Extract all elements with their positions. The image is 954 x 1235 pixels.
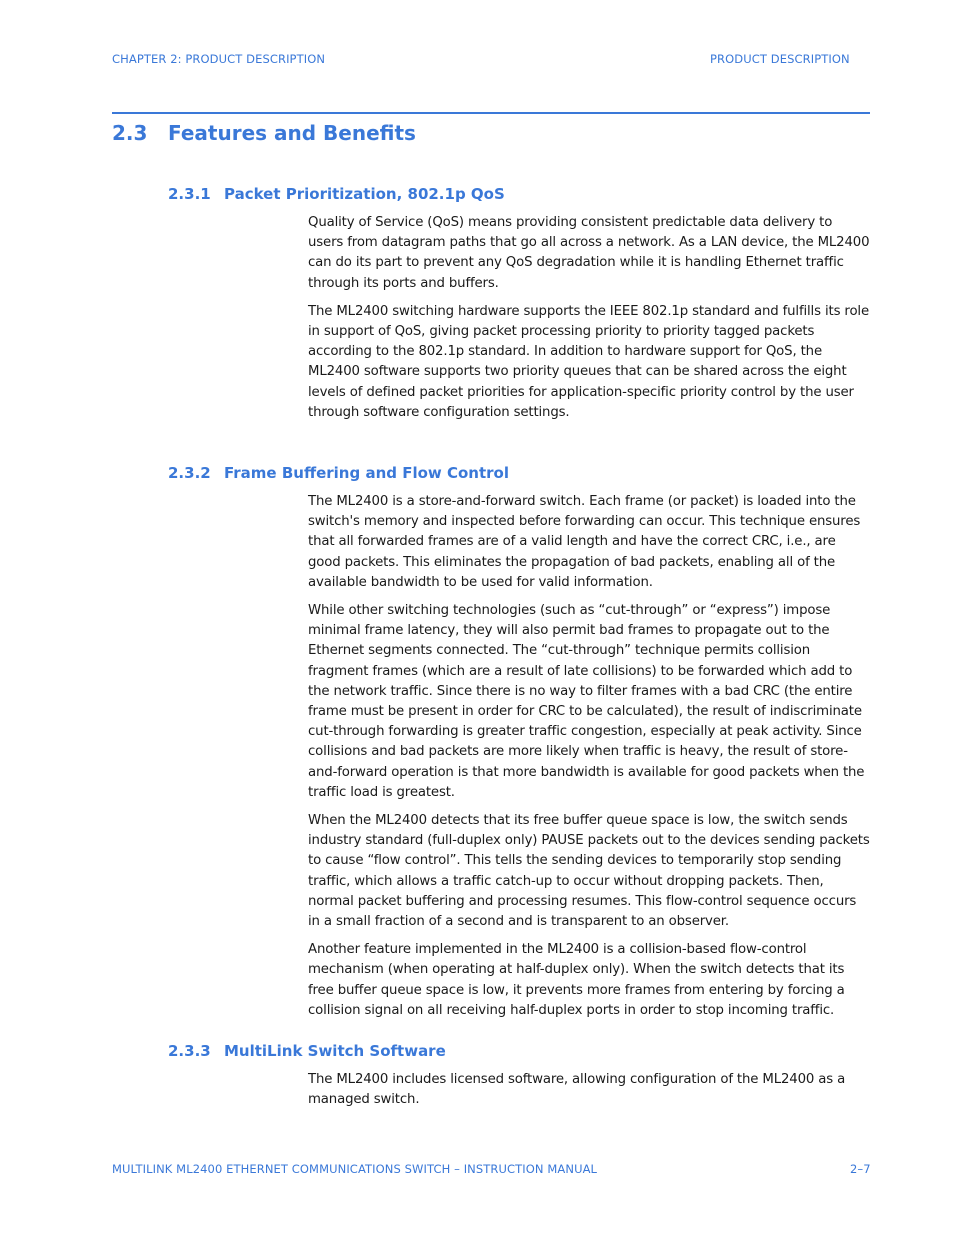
subsection-number: 2.3.3: [168, 1042, 211, 1060]
running-header-section: PRODUCT DESCRIPTION: [710, 52, 850, 66]
subsection-title: MultiLink Switch Software: [224, 1042, 446, 1060]
section-number: 2.3: [112, 121, 148, 145]
paragraph: While other switching technologies (such as “cut-through” or “express”) impose minimal frame latency, they will also permit bad frames to propagate out to the Ethernet segments connected. The “cut-through” technique permits collision fragment frames (which are a result of late collisions) to be forwarded which add to the network traffic. Since there is no way to filter frames with a bad CRC (the entire frame must be present in order for CRC to be calculated), the result of indiscriminate cut-through forwarding is greater traffic congestion, especially at peak activity. Since collisions and bad packets are more likely when traffic is heavy, the result of store-and-forward operation is that more bandwidth is available for good packets when the traffic load is greatest.: [308, 603, 865, 800]
running-footer-title: MULTILINK ML2400 ETHERNET COMMUNICATIONS SWITCH – INSTRUCTION MANUAL: [112, 1162, 598, 1176]
subsection-body-buffering: [308, 492, 870, 1029]
subsection-heading-buffering: [168, 464, 509, 482]
subsection-heading-qos: [168, 185, 505, 203]
subsection-body-qos: [308, 213, 870, 431]
paragraph: The ML2400 includes licensed software, allowing configuration of the ML2400 as a managed switch.: [308, 1072, 846, 1108]
subsection-number: 2.3.1: [168, 185, 211, 203]
subsection-body-software: [308, 1070, 870, 1118]
running-header-chapter: CHAPTER 2: PRODUCT DESCRIPTION: [112, 52, 326, 66]
paragraph: The ML2400 is a store-and-forward switch. Each frame (or packet) is loaded into the switch's memory and inspected before forwarding can occur. This technique ensures that all forwarded frames are of a valid length and have the correct CRC, i.e., are good packets. This eliminates the propagation of bad packets, enabling all of the available bandwidth to be used for valid information.: [308, 494, 861, 590]
page-number: 2–7: [850, 1162, 871, 1176]
paragraph: The ML2400 switching hardware supports the IEEE 802.1p standard and fulfills its role in support of QoS, giving packet processing priority to priority tagged packets according to the 802.1p standard. In addition to hardware support for QoS, the ML2400 software supports two priority queues that can be shared across the eight levels of defined packet priorities for application-specific priority control by the user through software configuration settings.: [308, 303, 870, 420]
subsection-title: Frame Buffering and Flow Control: [224, 464, 509, 482]
section-divider: [112, 112, 870, 114]
section-heading: [112, 121, 416, 145]
subsection-number: 2.3.2: [168, 464, 211, 482]
subsection-heading-software: [168, 1042, 446, 1060]
paragraph: Quality of Service (QoS) means providing consistent predictable data delivery to users from datagram paths that go all across a network. As a LAN device, the ML2400 can do its part to prevent any QoS degradation while it is handling Ethernet traffic through its ports and buffers.: [308, 215, 870, 291]
section-title: Features and Benefits: [168, 121, 416, 145]
paragraph: Another feature implemented in the ML2400 is a collision-based flow-control mechanism (when operating at half-duplex only). When the switch detects that its free buffer queue space is low, it prevents more frames from entering by forcing a collision signal on all receiving half-duplex ports in order to stop incoming traffic.: [308, 942, 845, 1018]
subsection-title: Packet Prioritization, 802.1p QoS: [224, 185, 505, 203]
paragraph: When the ML2400 detects that its free buffer queue space is low, the switch sends industry standard (full-duplex only) PAUSE packets out to the devices sending packets to cause “flow control”. This tells the sending devices to temporarily stop sending traffic, which allows a traffic catch-up to occur without dropping packets. Then, normal packet buffering and processing resumes. This flow-control sequence occurs in a small fraction of a second and is transparent to an observer.: [308, 813, 870, 930]
